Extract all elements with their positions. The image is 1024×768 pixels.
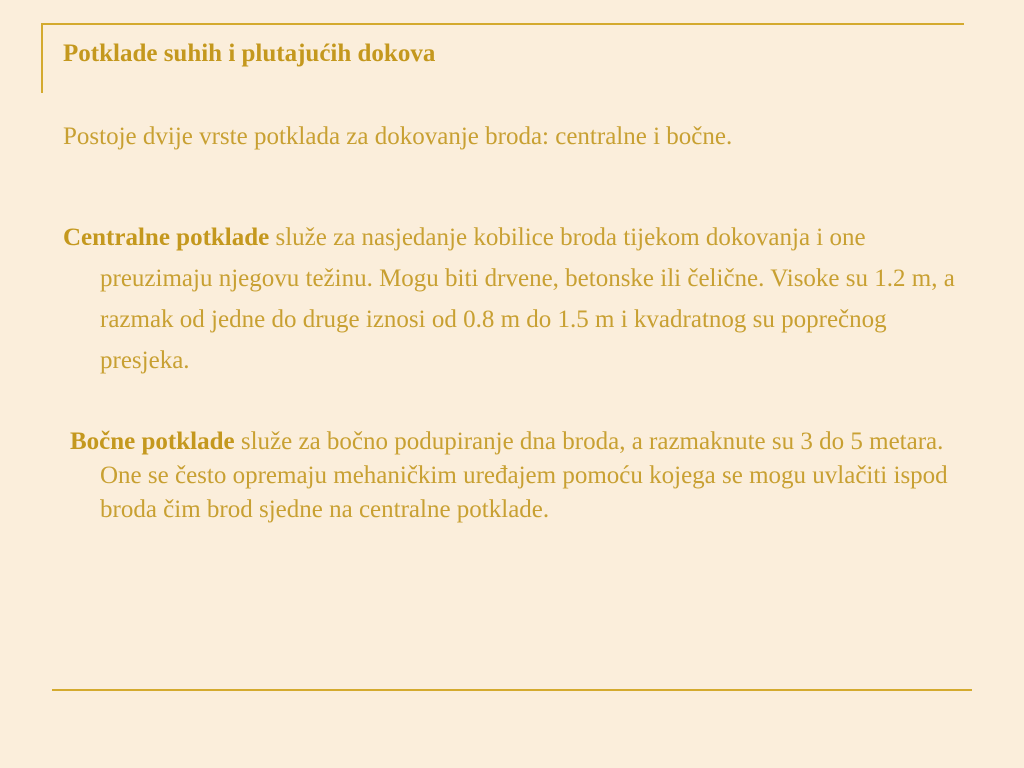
side-blocks-paragraph [63,425,980,527]
title-accent-bar [41,23,43,93]
intro-text: Postoje dvije vrste potklada za dokovanje broda: centralne i bočne. [63,123,733,150]
central-blocks-paragraph [63,217,980,381]
side-blocks-text: služe za bočno podupiranje dna broda, a razmaknute su 3 do 5 metara. One se često opremaju mehaničkim uređajem pomoću kojega se mogu uvlačiti ispod broda čim brod sjedne na centralne potklade. [100,428,948,523]
slide-title: Potklade suhih i plutajućih dokova [63,40,436,67]
bottom-divider [52,689,972,691]
top-divider [42,23,964,25]
side-blocks-heading: Bočne potklade [70,428,235,455]
central-blocks-heading: Centralne potklade [63,224,270,251]
intro-paragraph [63,118,978,155]
central-blocks-text: služe za nasjedanje kobilice broda tijekom dokovanja i one preuzimaju njegovu težinu. Mogu biti drvene, betonske ili čelične. Visoke su 1.2 m, a razmak od jedne do druge iznosi od 0.8 m do 1.5 m i kvadratnog su poprečnog presjeka. [100,224,955,374]
